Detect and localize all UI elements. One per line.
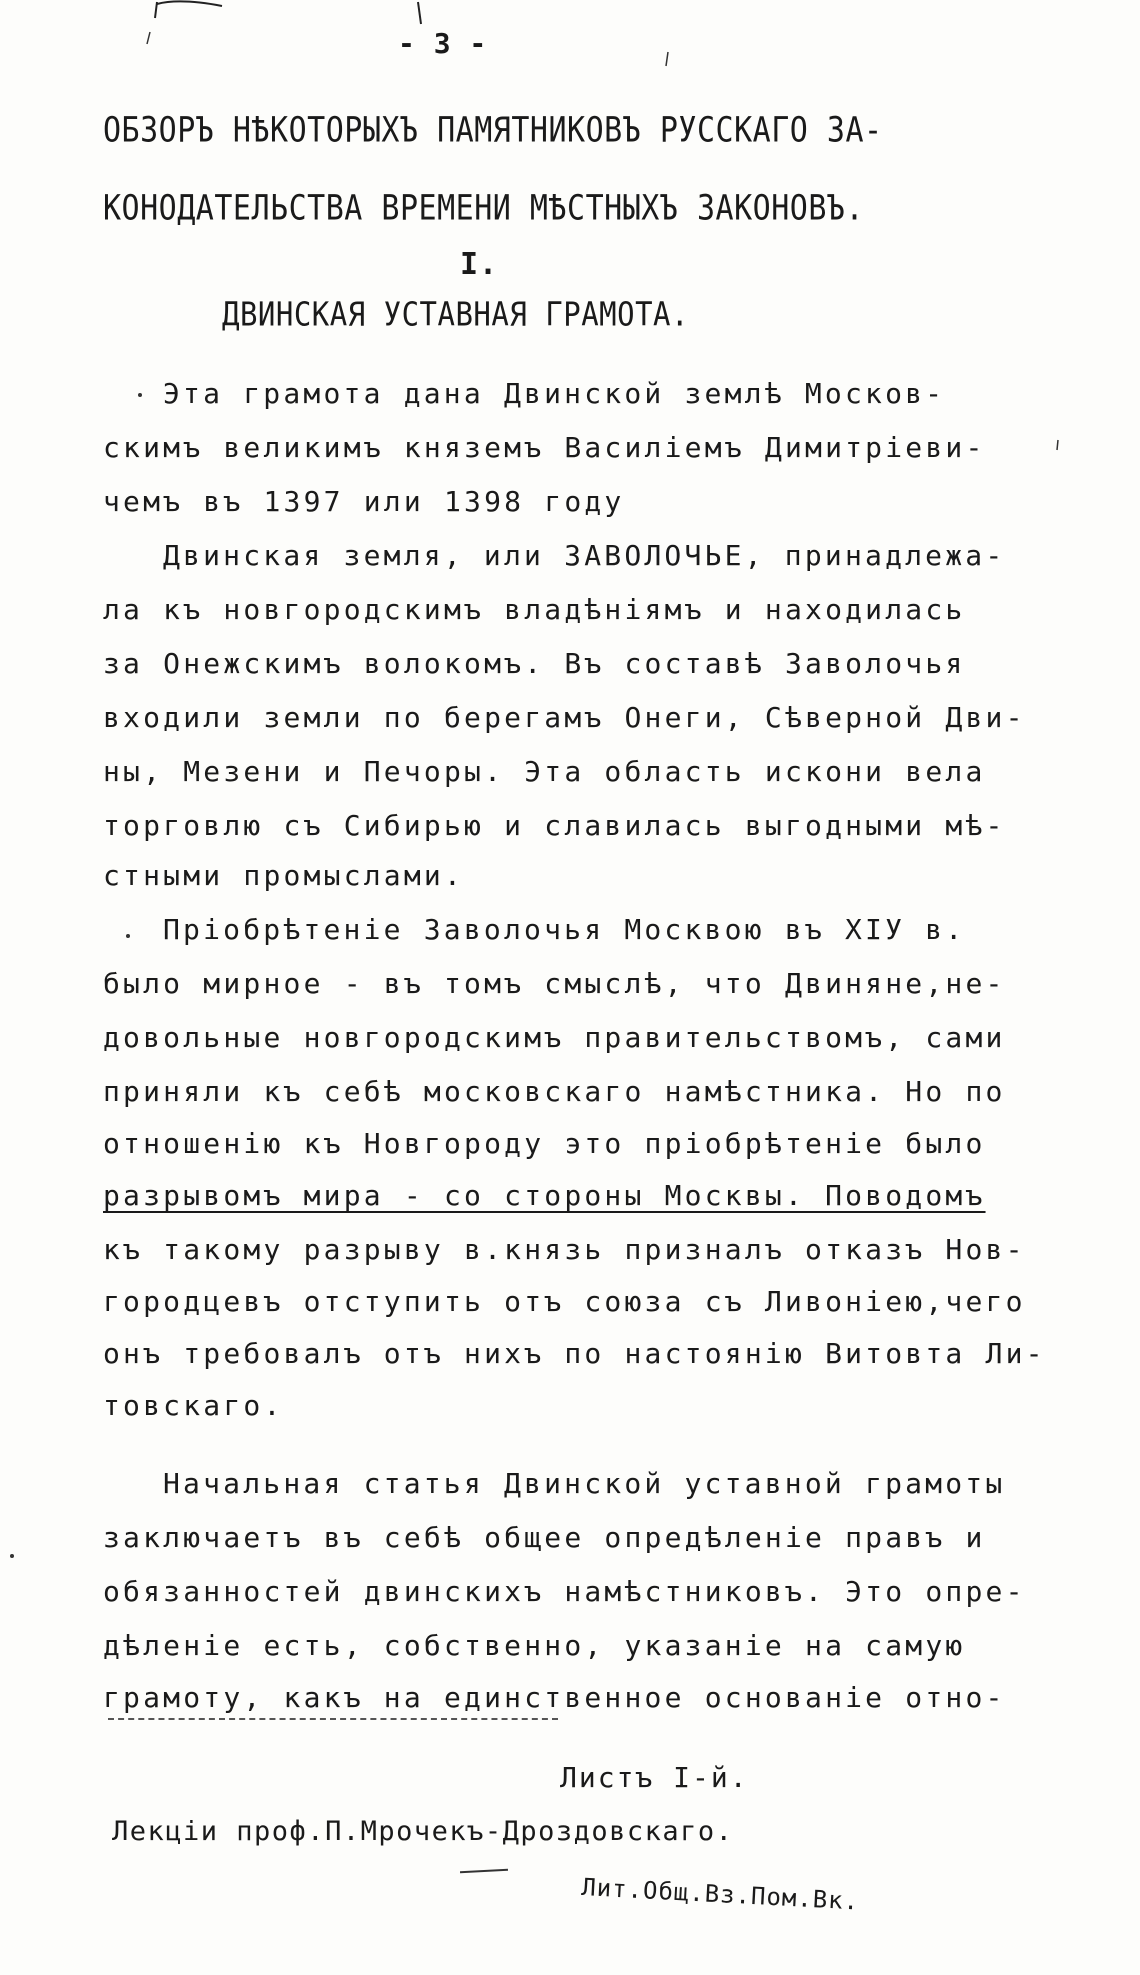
body-line: товскаго.	[103, 1389, 284, 1422]
sheet-label: Листъ I-й.	[560, 1761, 749, 1794]
body-line: Пріобрѣтеніе Заволочья Москвою въ XIУ в.	[163, 913, 966, 946]
body-line: ны, Мезени и Печоры. Эта область искони вела	[103, 755, 986, 788]
stray-mark	[147, 32, 150, 44]
body-line: грамоту, какъ на единственное основаніе отно-	[103, 1681, 1006, 1714]
body-line: чемъ въ 1397 или 1398 году	[103, 485, 625, 518]
body-line: Эта грамота дана Двинской землѣ Москов-	[163, 377, 946, 410]
body-line: городцевъ отступить отъ союза съ Ливоніею,чего	[103, 1285, 1026, 1318]
body-line: было мирное - въ томъ смыслѣ, что Двиняне,не-	[103, 967, 1006, 1000]
body-line: скимъ великимъ княземъ Василіемъ Димитріеви-	[103, 431, 986, 464]
corner-mark-top	[157, 1, 222, 6]
body-line: торговлю съ Сибирью и славилась выгодными мѣ-	[103, 809, 1006, 842]
body-line: заключаетъ въ себѣ общее опредѣленіе правъ и	[103, 1521, 986, 1554]
body-line: обязанностей двинскихъ намѣстниковъ. Это опре-	[103, 1575, 1026, 1608]
body-line: Двинская земля, или ЗАВОЛОЧЬЕ, принадлежа-	[163, 539, 1006, 572]
dashed-underline	[108, 1718, 558, 1720]
document-title-line-2: КОНОДАТЕЛЬСТВА ВРЕМЕНИ МѢСТНЫХЪ ЗАКОНОВЪ.	[103, 188, 865, 229]
section-number: I.	[460, 247, 499, 282]
body-line: входили земли по берегамъ Онеги, Сѣверной Дви-	[103, 701, 1026, 734]
body-line: къ такому разрыву в.князь призналъ отказъ Нов-	[103, 1233, 1026, 1266]
body-line: разрывомъ мира - со стороны Москвы. Поводомъ	[103, 1179, 986, 1212]
stray-mark	[666, 52, 668, 66]
body-line: отношенію къ Новгороду это пріобрѣтеніе было	[103, 1127, 986, 1160]
stray-dot	[126, 934, 130, 938]
section-subtitle: ДВИНСКАЯ УСТАВНАЯ ГРАМОТА.	[222, 294, 689, 334]
page-number: - 3 -	[398, 27, 488, 60]
stray-dot	[138, 393, 142, 397]
body-line: стными промыслами.	[103, 859, 465, 892]
body-line: за Онежскимъ волокомъ. Въ составѣ Заволочья	[103, 647, 966, 680]
stray-mark	[1057, 440, 1058, 450]
body-line: ла къ новгородскимъ владѣніямъ и находилась	[103, 593, 966, 626]
body-line: дѣленіе есть, собственно, указаніе на самую	[103, 1629, 966, 1662]
body-line: Начальная статья Двинской уставной грамоты	[163, 1467, 1006, 1500]
body-line: онъ требовалъ отъ нихъ по настоянію Витовта Ли-	[103, 1337, 1046, 1370]
lithography-imprint: Лит.Общ.Вз.Пом.Вк.	[580, 1873, 860, 1916]
corner-mark-right	[418, 2, 421, 24]
stray-dot	[10, 1554, 14, 1558]
corner-mark-left	[155, 2, 157, 18]
document-title-line-1: ОБЗОРЪ НѢКОТОРЫХЪ ПАМЯТНИКОВЪ РУССКАГО ЗА-	[103, 110, 883, 151]
body-line: довольные новгородскимъ правительствомъ, сами	[103, 1021, 1006, 1054]
body-line: приняли къ себѣ московскаго намѣстника. Но по	[103, 1075, 1006, 1108]
lecture-credit: Лекціи проф.П.Мрочекъ-Дроздовскаго.	[112, 1816, 734, 1847]
